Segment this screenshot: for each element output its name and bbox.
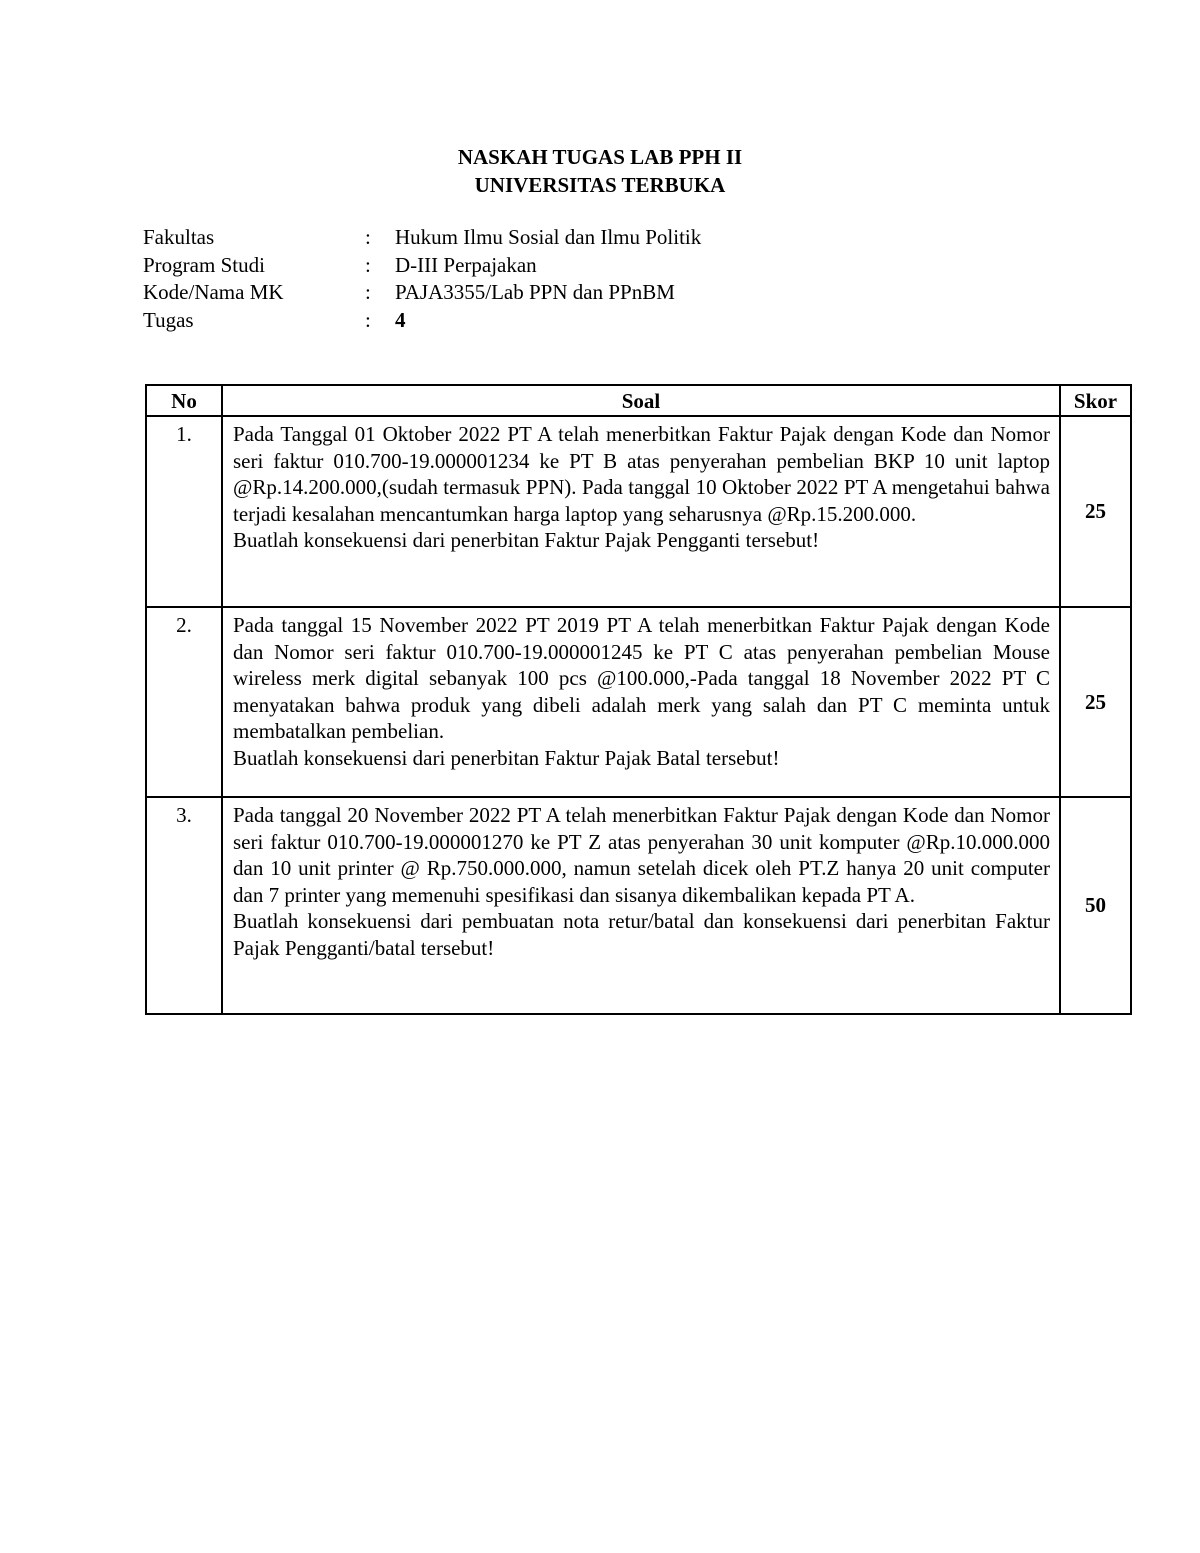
question-cell <box>222 416 1060 607</box>
info-label: Fakultas <box>143 225 215 249</box>
row-number: 1. <box>146 416 222 607</box>
info-value: Hukum Ilmu Sosial dan Ilmu Politik <box>395 225 702 249</box>
score-cell: 25 <box>1060 416 1131 607</box>
row-number: 2. <box>146 607 222 797</box>
question-text: Pada tanggal 20 November 2022 PT A telah menerbitkan Faktur Pajak dengan Kode dan Nomor seri faktur 010.700-19.000001270 ke PT Z atas penyerahan 30 unit komputer @Rp.10.000.000 dan 10 unit printer @ Rp.750.000.000, namun setelah dicek oleh PT.Z hanya 20 unit computer dan 7 printer yang memenuhi spesifikasi dan sisanya dikembalikan kepada PT A. <box>233 803 1050 907</box>
table-row <box>146 416 1131 607</box>
question-cell <box>222 797 1060 1014</box>
info-value: PAJA3355/Lab PPN dan PPnBM <box>395 280 675 304</box>
info-label: Tugas <box>143 307 194 332</box>
question-task: Buatlah konsekuensi dari penerbitan Faktur Pajak Pengganti tersebut! <box>233 528 820 552</box>
question-task: Buatlah konsekuensi dari pembuatan nota retur/batal dan konsekuensi dari penerbitan Faktur Pajak Pengganti/batal tersebut! <box>233 909 1050 960</box>
info-label: Program Studi <box>143 252 265 277</box>
info-colon: : <box>365 252 371 277</box>
header-no: No <box>146 385 222 416</box>
table-header-row <box>146 385 1131 416</box>
score-cell: 50 <box>1060 797 1131 1014</box>
info-colon: : <box>365 307 371 332</box>
task-table <box>145 384 1132 1015</box>
info-value: D-III Perpajakan <box>395 252 537 277</box>
header-soal: Soal <box>222 385 1060 416</box>
info-row-fakultas <box>143 224 701 252</box>
question-text: Pada Tanggal 01 Oktober 2022 PT A telah menerbitkan Faktur Pajak dengan Kode dan Nomor seri faktur 010.700-19.000001234 ke PT B atas penyerahan pembelian BKP 10 unit laptop @Rp.14.200.000,(sudah termasuk PPN). Pada tanggal 10 Oktober 2022 PT A mengetahui bahwa terjadi kesalahan mencantumkan harga laptop yang seharusnya @Rp.15.200.000. <box>233 422 1050 526</box>
table-row <box>146 797 1131 1014</box>
document-subtitle: UNIVERSITAS TERBUKA <box>474 173 726 197</box>
document-title: NASKAH TUGAS LAB PPH II <box>457 145 743 169</box>
score-cell: 25 <box>1060 607 1131 797</box>
question-cell <box>222 607 1060 797</box>
table-row <box>146 607 1131 797</box>
info-label: Kode/Nama MK <box>143 280 284 304</box>
info-colon: : <box>365 225 371 249</box>
row-number: 3. <box>146 797 222 1014</box>
info-value: 4 <box>395 307 406 332</box>
info-block <box>143 224 701 334</box>
question-task: Buatlah konsekuensi dari penerbitan Faktur Pajak Batal tersebut! <box>233 745 780 770</box>
info-row-kode-nama-mk <box>143 279 701 307</box>
info-colon: : <box>365 280 371 304</box>
header-skor: Skor <box>1060 385 1131 416</box>
info-row-program-studi <box>143 252 701 280</box>
info-row-tugas <box>143 307 701 335</box>
question-text: Pada tanggal 15 November 2022 PT 2019 PT A telah menerbitkan Faktur Pajak dengan Kode dan Nomor seri faktur 010.700-19.000001245 ke PT C atas penyerahan pembelian Mouse wireless merk digital sebanyak 100 pcs @100.000,-Pada tanggal 18 November 2022 PT C menyatakan bahwa produk yang dibeli adalah merk yang salah dan PT C meminta untuk membatalkan pembelian. <box>233 613 1050 743</box>
